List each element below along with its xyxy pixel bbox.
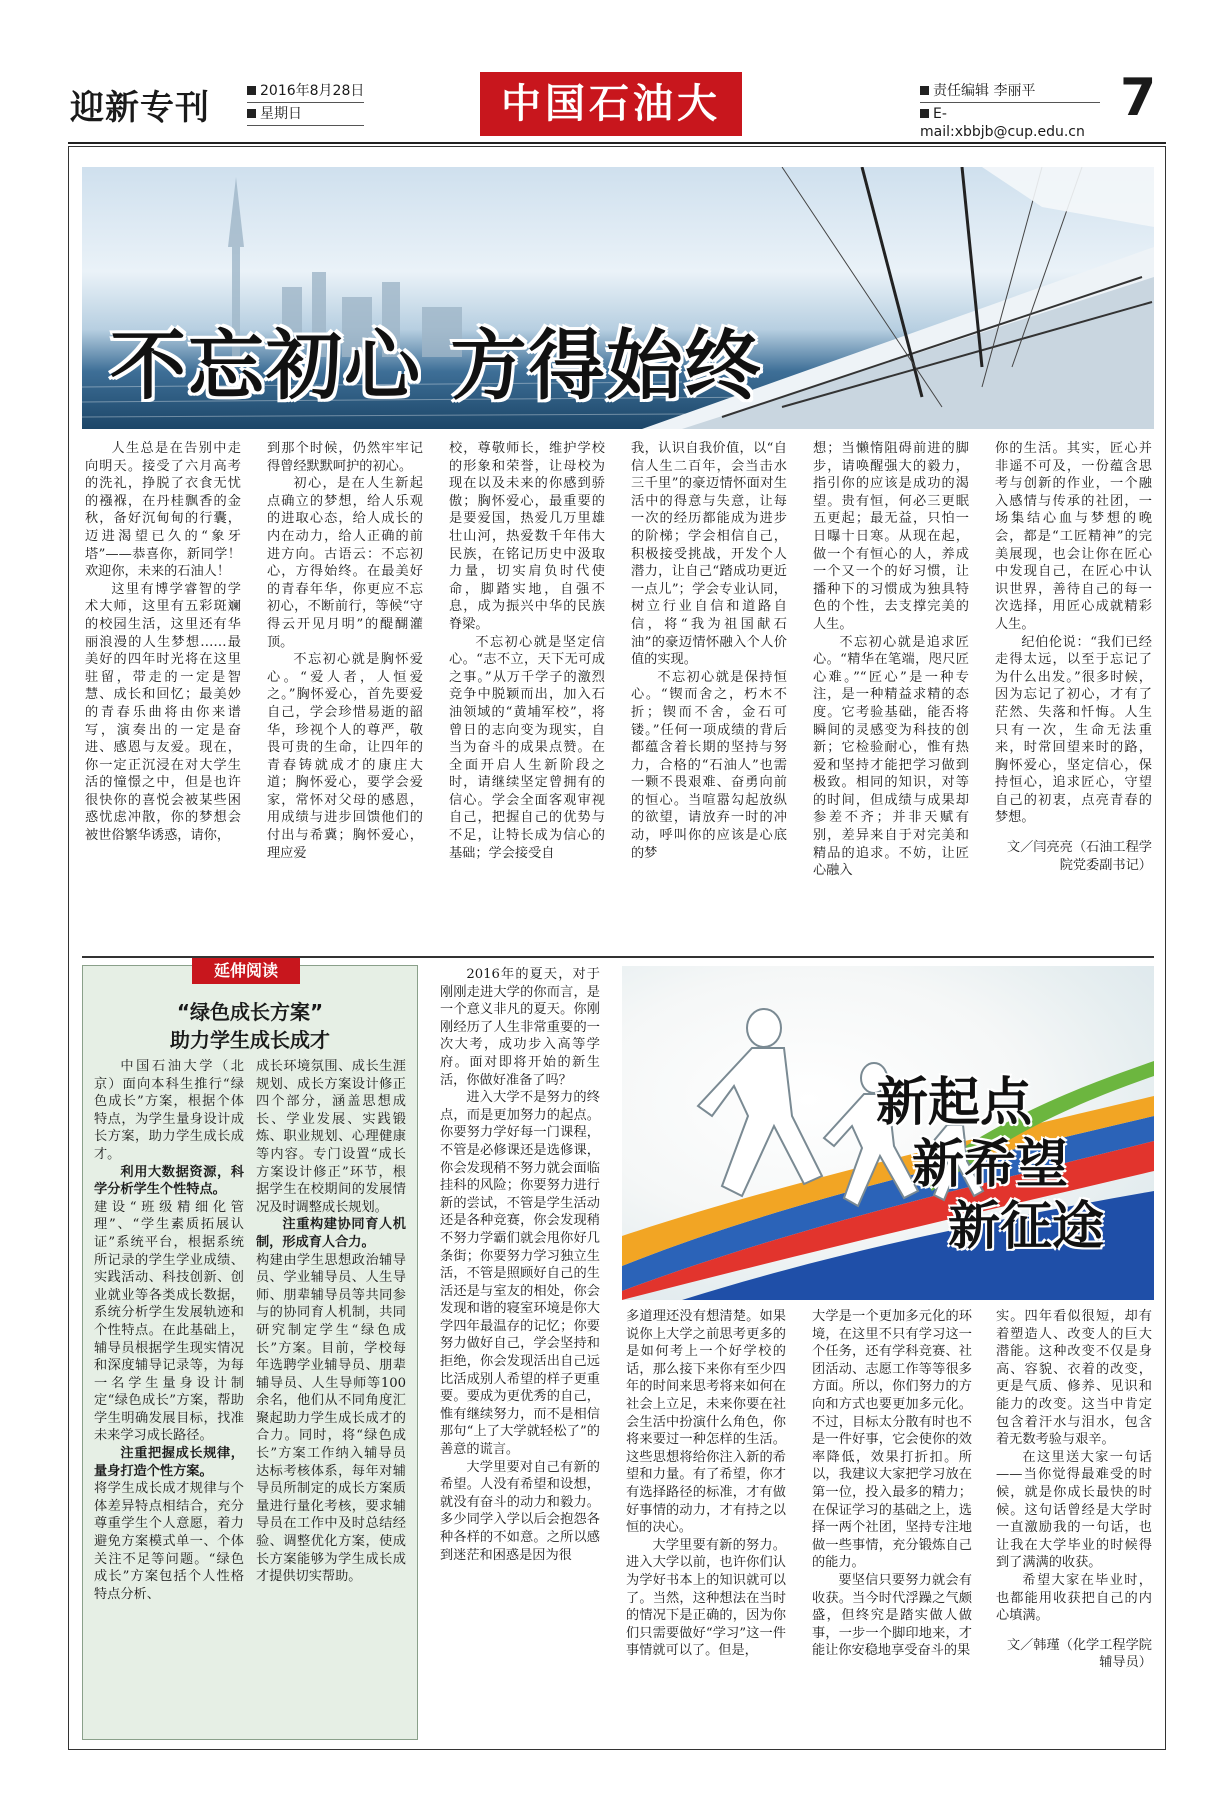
article1-column-6 (995, 440, 1152, 945)
paragraph: 大学里要对自己有新的希望。人没有希望和设想，就没有奋斗的动力和毅力。多少同学入学以后会抱怨各种各样的不如意。之所以感到迷茫和困惑是因为很 (440, 1459, 600, 1563)
responsible-editor: 责任编辑 李丽平 (933, 83, 1036, 99)
editor-box (920, 80, 1100, 144)
editor-email: E-mail:xbbjb@cup.edu.cn (920, 106, 1085, 140)
article1-column-3 (449, 440, 605, 945)
paragraph: 纪伯伦说：“我们已经走得太远，以至于忘记了为什么出发。”很多时候，因为忘记了初心，才有了茫然、失落和忏悔。人生只有一次，生命无法重来，时常回望来时的路，胸怀爱心，坚定信心，保持恒心，追求匠心，守望自己的初衷，点亮青春的梦想。 (995, 634, 1152, 826)
header-rule (68, 142, 1166, 144)
article-headline: 不忘初心 方得始终 (110, 321, 763, 410)
paragraph: 实。四年看似很短，却有着塑造人、改变人的巨大潜能。这种改变不仅是身高、容貌、衣着的改变，更是气质、修养、见识和能力的改变。这当中肯定包含着汗水与泪水，包含着无数考验与艰辛。 (996, 1309, 1152, 1448)
paragraph: 建设“班级精细化管理”、“学生素质拓展认证”系统平台，根据系统所记录的学生学业成绩、实践活动、科技创新、创业就业等各类成长数据，系统分析学生发展轨迹和个性特点。在此基础上，辅导员根据学生现实情况和深度辅导记录等，为每一名学生量身设计制定“绿色成长”方案，帮助学生明确发展目标，找准未来学习成长路径。 (94, 1199, 244, 1444)
sidebar-title-line2: 助力学生成长成才 (170, 1028, 330, 1052)
issue-weekday: 星期日 (260, 106, 302, 122)
paragraph: 人生总是在告别中走向明天。接受了六月高考的洗礼，挣脱了衣食无忧的襁褓，在丹桂飘香的金秋，备好沉甸甸的行囊，迈进渴望已久的“象牙塔”——恭喜你，新同学！欢迎你，未来的石油人！ (85, 441, 241, 580)
paragraph: 我，认识自我价值，以“自信人生二百年，会当击水三千里”的豪迈情怀面对生活中的得意与失意，让每一次的经历都能成为进步的阶梯；学会相信自己，积极接受挑战，开发个人潜力，让自己“踏成功更近一点儿”；学会专业认同，树立行业自信和道路自信，将“我为祖国献石油”的豪迈情怀融入个人价值的实现。 (631, 441, 787, 668)
article2-signature: 文／韩瑾（化学工程学院辅导员） (1006, 1637, 1152, 1671)
section-name: 迎新专刊 (70, 88, 210, 128)
paragraph: 希望大家在毕业时，也都能用收获把自己的内心填满。 (996, 1572, 1152, 1624)
sidebar-title-line1: “绿色成长方案” (176, 1000, 324, 1024)
subheading: 注重构建协同育人机制，形成育人合力。 (256, 1217, 406, 1250)
paragraph: 成长环境氛围、成长生涯规划、成长方案设计修正四个部分，涵盖思想成长、学业发展、实践锻炼、职业规划、心理健康等内容。专门设置“成长方案设计修正”环节，根据学生在校期间的发展情况及时调整成长规划。 (256, 1059, 406, 1215)
paragraph: 大学里要有新的努力。进入大学以前，也许你们认为学好书本上的知识就可以了。当然，这种想法在当时的情况下是正确的，因为你们只需要做好“学习”这一件事情就可以了。但是， (626, 1537, 786, 1659)
sidebar-column-1 (94, 1058, 244, 1734)
slogan-line-2: 新希望 (912, 1134, 1069, 1195)
article2-column-2 (626, 1308, 786, 1734)
paragraph: 校，尊敬师长，维护学校的形象和荣誉，让母校为现在以及未来的你感到骄傲；胸怀爱心，最重要的是要爱国，热爱几万里雄壮山河，热爱数千年伟大民族，在铭记历史中汲取力量，切实肩负时代使命，脚踏实地，自强不息，成为振兴中华的民族脊梁。 (449, 441, 605, 632)
article1-column-1 (85, 440, 241, 945)
article1-signature: 文／闫亮亮（石油工程学院党委副书记） (1006, 840, 1152, 873)
paragraph: 2016年的夏天，对于刚刚走进大学的你而言，是一个意义非凡的夏天。你刚刚经历了人生非常重要的一次大考，成功步入高等学府。面对即将开始的新生活，你做好准备了吗？ (440, 967, 600, 1088)
paragraph: 进入大学不是努力的终点，而是更加努力的起点。你要努力学好每一门课程，不管是必修课还是选修课，你会发现稍不努力就会面临挂科的风险；你要努力进行新的尝试，不管是学生活动还是各种竞赛，你会发现稍不努力学霸们就会甩你好几条街；你要努力学习独立生活，不管是照顾好自己的生活还是与室友的相处，你会发现和谐的寝室环境是你大学四年最温存的记忆；你要努力做好自己，学会坚持和拒绝，你会发现活出自己远比活成别人希望的样子更重要。要成为更优秀的自己，惟有继续努力，而不是相信那句“上了大学就轻松了”的善意的谎言。 (440, 1090, 600, 1458)
paragraph: 不忘初心就是保持恒心。“锲而舍之，朽木不折；锲而不舍，金石可镂。”任何一项成绩的背后都蕴含着长期的坚持与努力，合格的“石油人”也需一颗不畏艰难、奋勇向前的恒心。当喧嚣勾起放纵的欲望，请放弃一时的冲动，呼叫你的应该是心底的梦 (631, 669, 787, 861)
issue-date: 2016年8月28日 (260, 83, 365, 99)
paragraph: 多道理还没有想清楚。如果说你上大学之前思考更多的是如何考上一个好学校的话，那么接下来你有至少四年的时间来思考将来如何在社会上立足，未来你要在社会生活中扮演什么角色，你将来要过一种怎样的生活。这些思想将给你注入新的希望和力量。有了希望，你才有选择路径的标准，才有做好事情的动力，才有持之以恒的决心。 (626, 1309, 786, 1536)
slogan-line-1: 新起点 (876, 1072, 1033, 1133)
paragraph: 想；当懒惰阻碍前进的脚步，请唤醒强大的毅力，指引你的应该是成功的渴望。贵有恒，何必三更眠五更起；最无益，只怕一日曝十日寒。从现在起，做一个有恒心的人，养成一个又一个的好习惯，让播种下的习惯成为独具特色的个性，去支撑完美的人生。 (813, 441, 969, 632)
slogan (876, 1072, 1104, 1258)
page-number: 7 (1120, 68, 1157, 128)
slogan-line-3: 新征途 (948, 1196, 1105, 1257)
newspaper-logo: 中国石油大 (480, 72, 742, 136)
paragraph: 大学是一个更加多元化的环境，在这里不只有学习这一个任务，还有学科竞赛、社团活动、志愿工作等等很多方面。所以，你们努力的方向和方式也要更加多元化。不过，目标太分散有时也不是一件好事，它会使你的效率降低，效果打折扣。所以，我建议大家把学习放在第一位，投入最多的精力；在保证学习的基础之上，选择一两个社团，坚持专注地做一些事情，充分锻炼自己的能力。 (812, 1309, 972, 1571)
paragraph: 将学生成长成才规律与个体差异特点相结合，充分尊重学生个人意愿，着力避免方案模式单一、个体关注不足等问题。“绿色成长”方案包括个人性格特点分析、 (94, 1481, 244, 1602)
paragraph: 到那个时候，仍然牢牢记得曾经默默呵护的初心。 (267, 441, 423, 474)
article2-column-4 (996, 1308, 1152, 1734)
article1-column-4 (631, 440, 787, 945)
date-box (247, 80, 364, 126)
article2-column-3 (812, 1308, 972, 1734)
paragraph: 中国石油大学（北京）面向本科生推行“绿色成长”方案，根据个体特点，为学生量身设计成长方案，助力学生成长成才。 (94, 1059, 244, 1162)
article1-column-2 (267, 440, 423, 945)
paragraph: 在这里送大家一句话——当你觉得最难受的时候，就是你成长最快的时候。这句话曾经是大学时一直激励我的一句话，也让我在大学毕业的时候得到了满满的收获。 (996, 1449, 1152, 1571)
sidebar-title (100, 998, 400, 1054)
paragraph: 不忘初心就是追求匠心。“精华在笔端，咫尺匠心难。”“匠心”是一种专注，是一种精益求精的态度。它考验基础，能否将瞬间的灵感变为科技的创新；它检验耐心，惟有热爱和坚持才能把学习做到极致。相同的知识，对等的时间，但成绩与成果却参差不齐；并非天赋有别，差异来自于对完美和精品的追求。不妨，让匠心融入 (813, 634, 969, 879)
paragraph: 你的生活。其实，匠心并非遥不可及，一份蕴含思考与创新的作业，一个融入感情与传承的社团，一场集结心血与梦想的晚会，都是“工匠精神”的完美展现，也会让你在匠心中发现自己，在匠心中认识世界，善待自己的每一次选择，用匠心成就精彩人生。 (995, 441, 1152, 632)
article1-column-5 (813, 440, 969, 945)
paragraph: 不忘初心就是坚定信心。“志不立，天下无可成之事。”从万千学子的激烈竞争中脱颖而出，加入石油领域的“黄埔军校”，将曾日的志向变为现实，自当为奋斗的成果点赞。在全面开启人生新阶段之时，请继续坚定曾拥有的信心。学会全面客观审视自己，把握自己的优势与不足，让特长成为信心的基础；学会接受自 (449, 634, 605, 861)
subheading: 利用大数据资源，科学分析学生个性特点。 (94, 1164, 244, 1198)
paragraph: 这里有博学睿智的学术大师，这里有五彩斑斓的校园生活，这里还有华丽浪漫的人生梦想……最美好的四年时光将在这里驻留，带走的一定是智慧、成长和回忆；最美妙的青春乐曲将由你来谱写，演奏出的一定是奋进、感恩与友爱。现在，你一定正沉浸在对大学生活的憧憬之中，但是也许很快你的喜悦会被某些困惑忧虑冲散，你的梦想会被世俗繁华诱惑，请你， (85, 581, 241, 844)
paragraph: 初心，是在人生新起点确立的梦想，给人乐观的进取心态，给人成长的内在动力，给人正确的前进方向。古语云：不忘初心，方得始终。在最美好的青春年华，你更应不忘初心，不断前行，等候“守得云开见月明”的醍醐灌顶。 (267, 476, 423, 650)
paragraph: 不忘初心就是胸怀爱心。“爱人者，人恒爱之。”胸怀爱心，首先要爱自己，学会珍惜易逝的韶华，珍视个人的尊严，敬畏可贵的生命，让四年的青春铸就成才的康庄大道；胸怀爱心，要学会爱家，常怀对父母的感恩，用成绩与进步回馈他们的付出与希冀；胸怀爱心，理应爱 (267, 652, 423, 861)
article2-column-1 (440, 966, 600, 1734)
paragraph: 构建由学生思想政治辅导员、学业辅导员、人生导师、朋辈辅导员等共同参与的协同育人机制，共同研究制定学生“绿色成长”方案。目前，学校每年选聘学业辅导员、朋辈辅导员、人生导师等100余名，他们从不同角度汇聚起助力学生成长成才的合力。同时，将“绿色成长”方案工作纳入辅导员达标考核体系，每年对辅导员所制定的成长方案质量进行量化考核，要求辅导员在工作中及时总结经验、调整优化方案，使成长方案能够为学生成长成才提供切实帮助。 (256, 1252, 406, 1585)
sidebar-column-2 (256, 1058, 406, 1734)
paragraph: 要坚信只要努力就会有收获。当今时代浮躁之气颇盛，但终究是踏实做人做事，一步一个脚印地来，才能让你安稳地享受奋斗的果 (812, 1572, 972, 1659)
extended-reading-tag: 延伸阅读 (192, 958, 300, 984)
subheading: 注重把握成长规律，量身打造个性方案。 (94, 1446, 244, 1479)
